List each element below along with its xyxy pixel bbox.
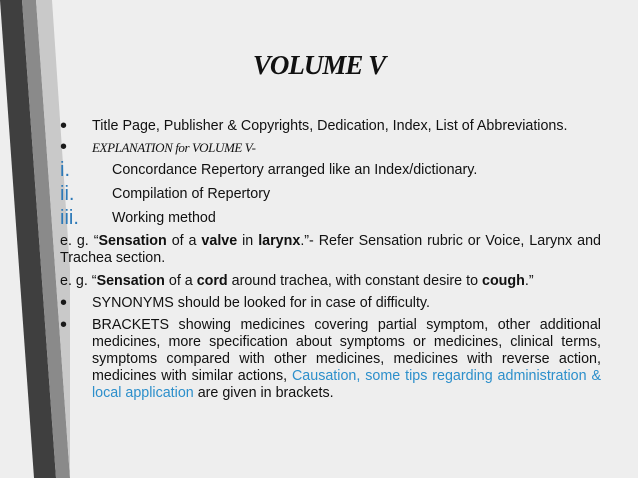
bullet-text: BRACKETS showing medicines covering partial symptom, other additional medicines, more specification about symptoms or medicines, clinical terms, symptoms compared with other medicines, medicines with reverse action, medicines with similar actions, [92,317,601,384]
example-larynx [60,233,601,267]
keyword-sensation: Sensation [98,233,167,249]
numbered-text: Working method [112,210,216,226]
keyword-sensation: Sensation [96,273,165,289]
example-text: of a [166,233,202,249]
bullet-synonyms [60,292,601,314]
numbered-item-2 [60,183,601,205]
bullet-text: EXPLANATION for VOLUME V- [92,140,256,155]
numbered-item-1 [60,159,601,181]
numeral-marker: iii. [60,207,79,229]
bullet-text: Title Page, Publisher & Copyrights, Dedication, Index, List of Abbreviations. [92,118,568,134]
numeral-marker: i. [60,159,70,181]
numbered-text: Compilation of Repertory [112,186,271,202]
example-text: .” [524,273,534,289]
numeral-marker: ii. [60,183,75,205]
bullet-text: SYNONYMS should be looked for in case of difficulty. [92,295,430,311]
highlight-text: Causation, some tips regarding administration & local application [92,368,601,401]
bullet-text: are given in brackets. [193,385,334,401]
keyword-valve: valve [201,233,238,249]
example-text: in [237,233,259,249]
keyword-cord: cord [196,273,228,289]
bullet-explanation [60,136,601,158]
slide-body [60,115,601,402]
example-text: .”- Refer Sensation rubric or Voice, Larynx and Trachea section. [60,233,601,266]
keyword-larynx: larynx [258,233,301,249]
numbered-text: Concordance Repertory arranged like an Index/dictionary. [112,162,478,178]
example-text: of a [164,273,197,289]
keyword-cough: cough [482,273,525,289]
bullet-title-page [60,115,601,137]
example-prefix: e. g. “ [60,233,99,249]
bullet-marker: • [60,115,68,137]
example-text: around trachea, with constant desire to [227,273,482,289]
slide-title: VOLUME V [252,50,386,80]
bullet-brackets [60,314,601,402]
example-prefix: e. g. “ [60,273,97,289]
bullet-marker: • [60,136,68,158]
example-cough [60,273,601,290]
numbered-item-3 [60,207,601,229]
bullet-marker: • [60,292,68,314]
bullet-marker: • [60,314,68,336]
